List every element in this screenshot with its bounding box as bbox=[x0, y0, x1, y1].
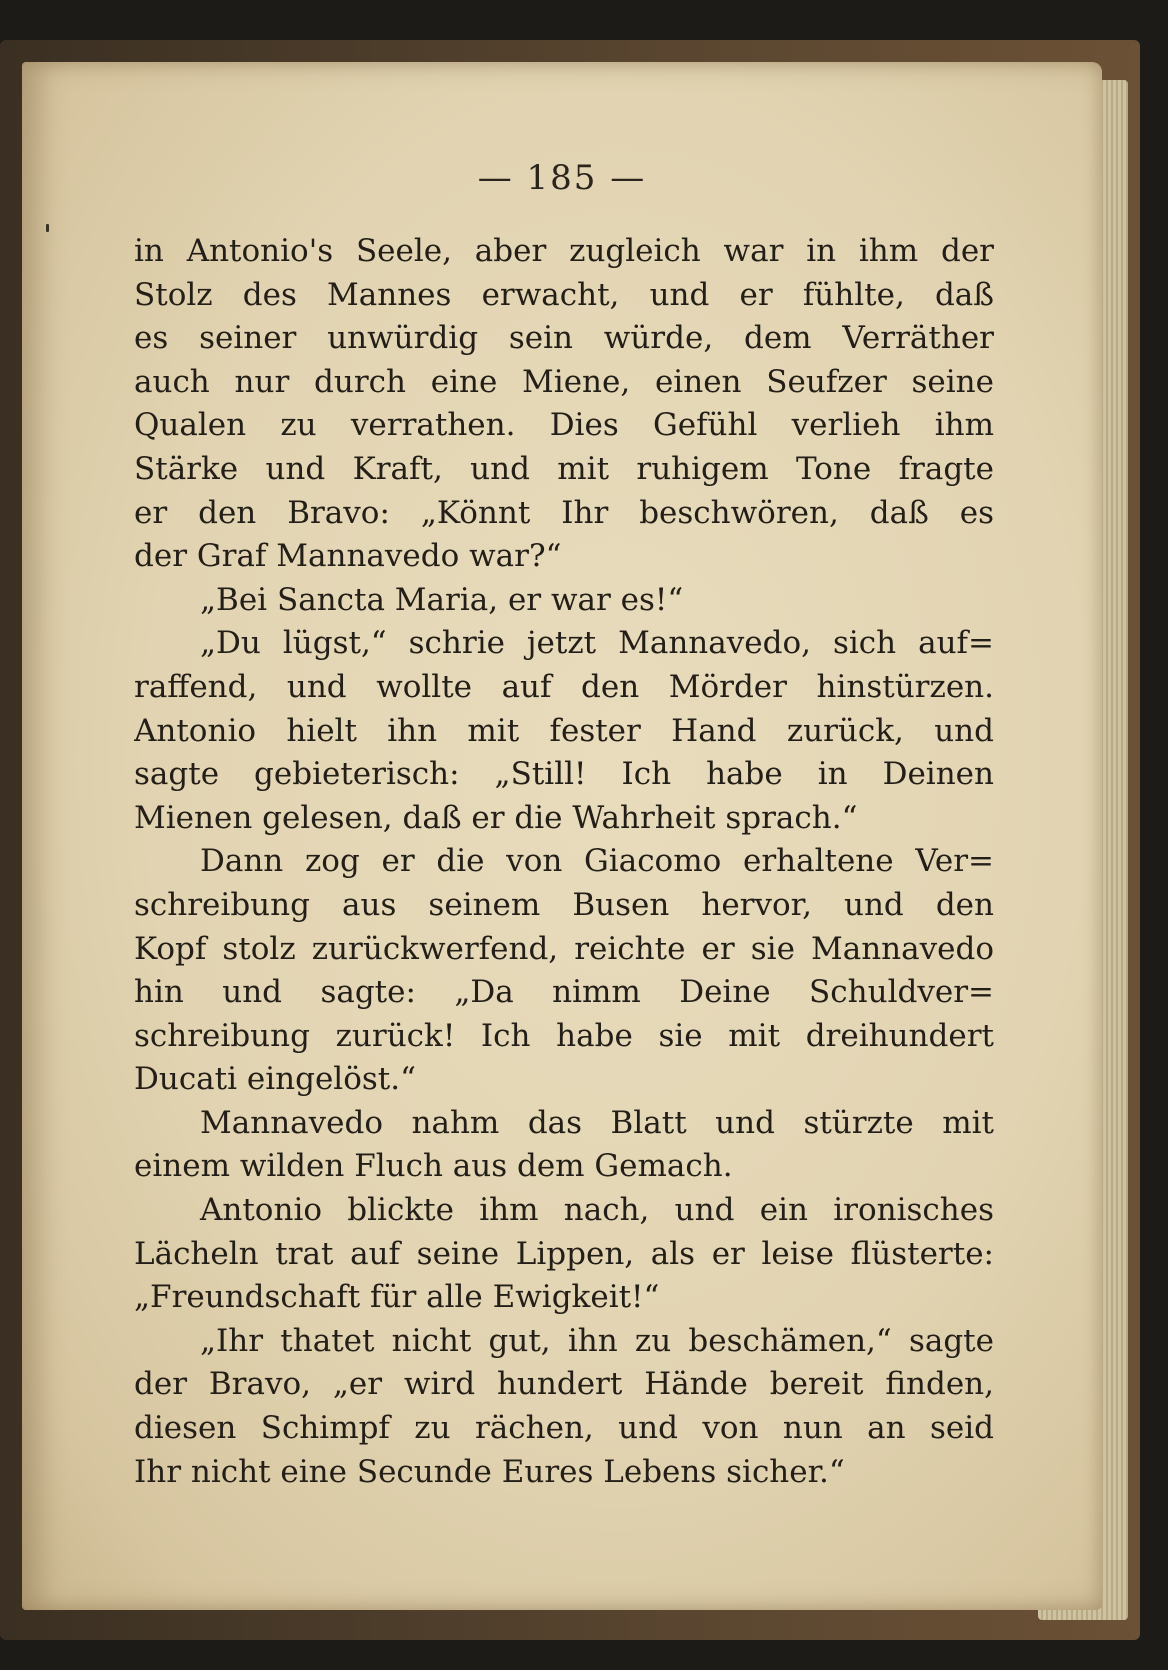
text-line: der Bravo, „er wird hundert Hände bereit finden, bbox=[134, 1366, 994, 1403]
text-line: Lächeln trat auf seine Lippen, als er leise flüsterte: bbox=[134, 1235, 994, 1272]
text-line: schreibung aus seinem Busen hervor, und den bbox=[134, 886, 994, 923]
text-line: „Du lügst,“ schrie jetzt Mannavedo, sich auf= bbox=[200, 625, 994, 662]
text-line: Kopf stolz zurückwerfend, reichte er sie Mannavedo bbox=[134, 930, 994, 967]
text-line: einem wilden Fluch aus dem Gemach. bbox=[134, 1148, 733, 1185]
text-line: Ihr nicht eine Secunde Eures Lebens sicher.“ bbox=[134, 1453, 845, 1490]
text-line: „Bei Sancta Maria, er war es!“ bbox=[200, 581, 684, 618]
text-line: auch nur durch eine Miene, einen Seufzer seine bbox=[134, 363, 994, 400]
text-line: Stolz des Mannes erwacht, und er fühlte, daß bbox=[134, 276, 994, 313]
text-line: Ducati eingelöst.“ bbox=[134, 1061, 416, 1098]
binding-mark bbox=[46, 224, 49, 232]
text-line: Mannavedo nahm das Blatt und stürzte mit bbox=[200, 1104, 994, 1141]
text-line: Antonio blickte ihm nach, und ein ironisches bbox=[200, 1192, 994, 1229]
text-line: sagte gebieterisch: „Still! Ich habe in Deinen bbox=[134, 756, 994, 793]
text-line: Antonio hielt ihn mit fester Hand zurück, und bbox=[134, 712, 994, 749]
text-line: „Freundschaft für alle Ewigkeit!“ bbox=[134, 1279, 660, 1316]
text-line: Stärke und Kraft, und mit ruhigem Tone fragte bbox=[134, 450, 994, 487]
text-line: „Ihr thatet nicht gut, ihn zu beschämen,“ sagte bbox=[200, 1322, 994, 1359]
text-line: raffend, und wollte auf den Mörder hinstürzen. bbox=[134, 668, 994, 705]
text-line: Qualen zu verrathen. Dies Gefühl verlieh ihm bbox=[134, 407, 994, 444]
page-number: — 185 — bbox=[477, 158, 647, 198]
text-line: er den Bravo: „Könnt Ihr beschwören, daß es bbox=[134, 494, 994, 531]
text-line: in Antonio's Seele, aber zugleich war in ihm der bbox=[134, 233, 994, 269]
page-text bbox=[134, 230, 994, 1494]
text-line: hin und sagte: „Da nimm Deine Schuldver= bbox=[134, 974, 994, 1011]
book-page bbox=[22, 62, 1102, 1610]
text-line: diesen Schimpf zu rächen, und von nun an seid bbox=[134, 1410, 994, 1447]
text-line: es seiner unwürdig sein würde, dem Verräther bbox=[134, 320, 994, 357]
text-line: schreibung zurück! Ich habe sie mit dreihundert bbox=[134, 1017, 994, 1054]
text-line: Dann zog er die von Giacomo erhaltene Ver= bbox=[200, 843, 994, 880]
text-line: Mienen gelesen, daß er die Wahrheit sprach.“ bbox=[134, 799, 858, 836]
text-line: der Graf Mannavedo war?“ bbox=[134, 538, 562, 575]
